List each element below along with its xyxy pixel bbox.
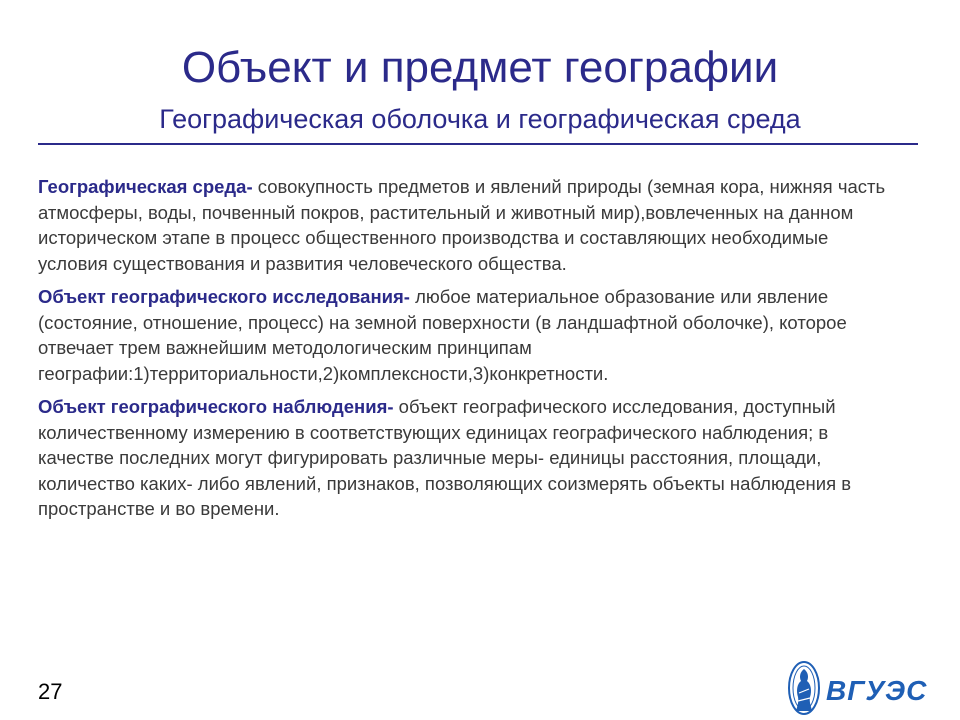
definition-term: Объект географического наблюдения- [38,396,394,417]
definition-paragraph [38,284,888,386]
definition-paragraph [38,394,888,522]
page-number: 27 [38,679,63,704]
slide-body [38,174,888,530]
university-emblem-icon [789,662,819,714]
definition-text: объект географического исследования, доступный количественному измерению в соответствующих единицах географического наблюдения; в качестве последних могут фигурировать различные меры- единицы расстояния, площади, количество каких- либо явлений, признаков, позволяющих соизмерять объекты наблюдения в пространстве и во времени. [38,396,852,519]
logo-text: ВГУЭС [826,675,928,706]
definition-term: Объект географического исследования- [38,286,410,307]
definition-paragraph [38,174,888,276]
definition-text: любое материальное образование или явление (состояние, отношение, процесс) на земной поверхности (в ландшафтной оболочке), которое отвечает трем важнейшим методологическим принципам географии:1)территориальности,2)комплексности,3)конкретности. [38,286,847,384]
title-divider [38,143,918,145]
slide-title: Объект и предмет географии [181,43,779,92]
definition-text: совокупность предметов и явлений природы (земная кора, нижняя часть атмосферы, воды, почвенный покров, растительный и животный мир),вовлеченных на данном историческом этапе в процесс общественного производства и составляющих необходимые условия существования и развития человеческого общества. [38,176,886,274]
university-logo [786,660,936,716]
definition-term: Географическая среда- [38,176,253,197]
slide-subtitle: Географическая оболочка и географическая среда [159,104,801,134]
